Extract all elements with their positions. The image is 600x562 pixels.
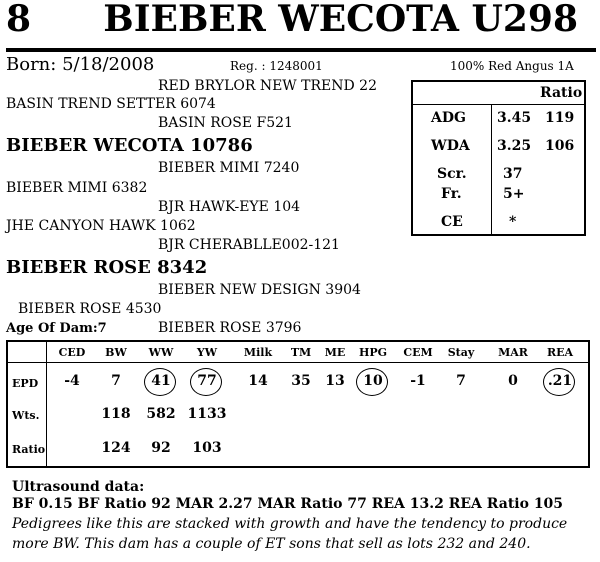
breed: 100% Red Angus 1A bbox=[450, 59, 574, 73]
col-mar: MAR bbox=[498, 346, 528, 359]
comment-note: Pedigrees like this are stacked with growth and have the tendency to produce more BW. This dam has a couple of ET sons that sell as lots 232 and 240. bbox=[12, 516, 568, 552]
pedigree-ds: BIEBER ROSE 4530 bbox=[18, 301, 162, 317]
header-divider bbox=[6, 48, 596, 52]
pedigree-dss: BIEBER NEW DESIGN 3904 bbox=[158, 282, 361, 298]
ratio-box bbox=[411, 80, 586, 236]
epd-mar: 0 bbox=[508, 373, 518, 389]
pedigree-sddd: BJR CHERABLLE002-121 bbox=[158, 237, 340, 253]
epd-ced: -4 bbox=[64, 373, 80, 389]
header-divider-line bbox=[8, 362, 588, 363]
col-yw: YW bbox=[196, 346, 218, 359]
epd-hpg: 10 bbox=[363, 373, 383, 389]
col-ww: WW bbox=[148, 346, 174, 359]
frame-label: Fr. bbox=[441, 186, 462, 202]
col-me: ME bbox=[324, 346, 346, 359]
epd-me: 13 bbox=[325, 373, 345, 389]
ce-label: CE bbox=[441, 214, 463, 230]
reg-label: Reg. : bbox=[230, 59, 266, 73]
col-hpg: HPG bbox=[358, 346, 388, 359]
born-label: Born: bbox=[6, 54, 57, 75]
pedigree-sss: RED BRYLOR NEW TREND 22 bbox=[158, 78, 377, 94]
animal-name: BIEBER WECOTA U298 bbox=[103, 0, 578, 40]
epd-tm: 35 bbox=[291, 373, 311, 389]
ultrasound-title: Ultrasound data: bbox=[12, 479, 145, 495]
born-date: 5/18/2008 bbox=[62, 54, 155, 75]
col-stay: Stay bbox=[447, 346, 475, 359]
col-ced: CED bbox=[58, 346, 86, 359]
ultrasound-data: BF 0.15 BF Ratio 92 MAR 2.27 MAR Ratio 77 REA 13.2 REA Ratio 105 bbox=[12, 496, 564, 512]
weights-row-label: Wts. bbox=[12, 409, 40, 422]
epd-table bbox=[6, 340, 590, 468]
ratio-box-header: Ratio bbox=[540, 85, 583, 101]
wda-label: WDA bbox=[431, 138, 470, 154]
epd-milk: 14 bbox=[248, 373, 268, 389]
ratio-bw: 124 bbox=[101, 440, 131, 456]
ratio-ww: 92 bbox=[151, 440, 171, 456]
col-tm: TM bbox=[290, 346, 312, 359]
col-rea: REA bbox=[546, 346, 574, 359]
epd-yw: 77 bbox=[197, 373, 217, 389]
col-milk: Milk bbox=[243, 346, 273, 359]
epd-row-label: EPD bbox=[12, 377, 39, 390]
adg-ratio: 119 bbox=[545, 110, 575, 126]
pedigree-sd: BIEBER MIMI 6382 bbox=[6, 180, 148, 196]
pedigree-dam: BIEBER ROSE 8342 bbox=[6, 257, 208, 278]
frame-value: 5+ bbox=[503, 186, 525, 202]
pedigree-ss: BASIN TREND SETTER 6074 bbox=[6, 96, 216, 112]
wts-yw: 1133 bbox=[187, 406, 227, 422]
wts-ww: 582 bbox=[146, 406, 176, 422]
pedigree-dd: BIEBER ROSE 3796 bbox=[158, 320, 302, 336]
reg-number: 1248001 bbox=[269, 59, 323, 73]
registration bbox=[230, 59, 323, 73]
epd-bw: 7 bbox=[111, 373, 121, 389]
pedigree-sdds: BJR HAWK-EYE 104 bbox=[158, 199, 301, 215]
col-bw: BW bbox=[105, 346, 127, 359]
pedigree-ssd: BASIN ROSE F521 bbox=[158, 115, 293, 131]
scrotal-value: 37 bbox=[503, 166, 523, 182]
ce-value: * bbox=[509, 214, 517, 230]
wda-ratio: 106 bbox=[545, 138, 575, 154]
birth-date bbox=[6, 54, 154, 75]
ratio-yw: 103 bbox=[192, 440, 222, 456]
pedigree-sire: BIEBER WECOTA 10786 bbox=[6, 135, 253, 156]
epd-ww: 41 bbox=[151, 373, 171, 389]
adg-label: ADG bbox=[431, 110, 466, 126]
scrotal-label: Scr. bbox=[437, 166, 467, 182]
wda-value: 3.25 bbox=[497, 138, 532, 154]
epd-cem: -1 bbox=[410, 373, 426, 389]
pedigree-sds: BIEBER MIMI 7240 bbox=[158, 160, 300, 176]
wts-bw: 118 bbox=[101, 406, 131, 422]
col-cem: CEM bbox=[403, 346, 433, 359]
epd-stay: 7 bbox=[456, 373, 466, 389]
adg-value: 3.45 bbox=[497, 110, 532, 126]
pedigree-sdd: JHE CANYON HAWK 1062 bbox=[6, 218, 196, 234]
lot-number: 8 bbox=[6, 0, 32, 40]
age-of-dam: Age Of Dam:7 bbox=[6, 321, 107, 336]
ratio-row-label: Ratio bbox=[12, 443, 46, 456]
epd-rea: .21 bbox=[547, 373, 573, 389]
